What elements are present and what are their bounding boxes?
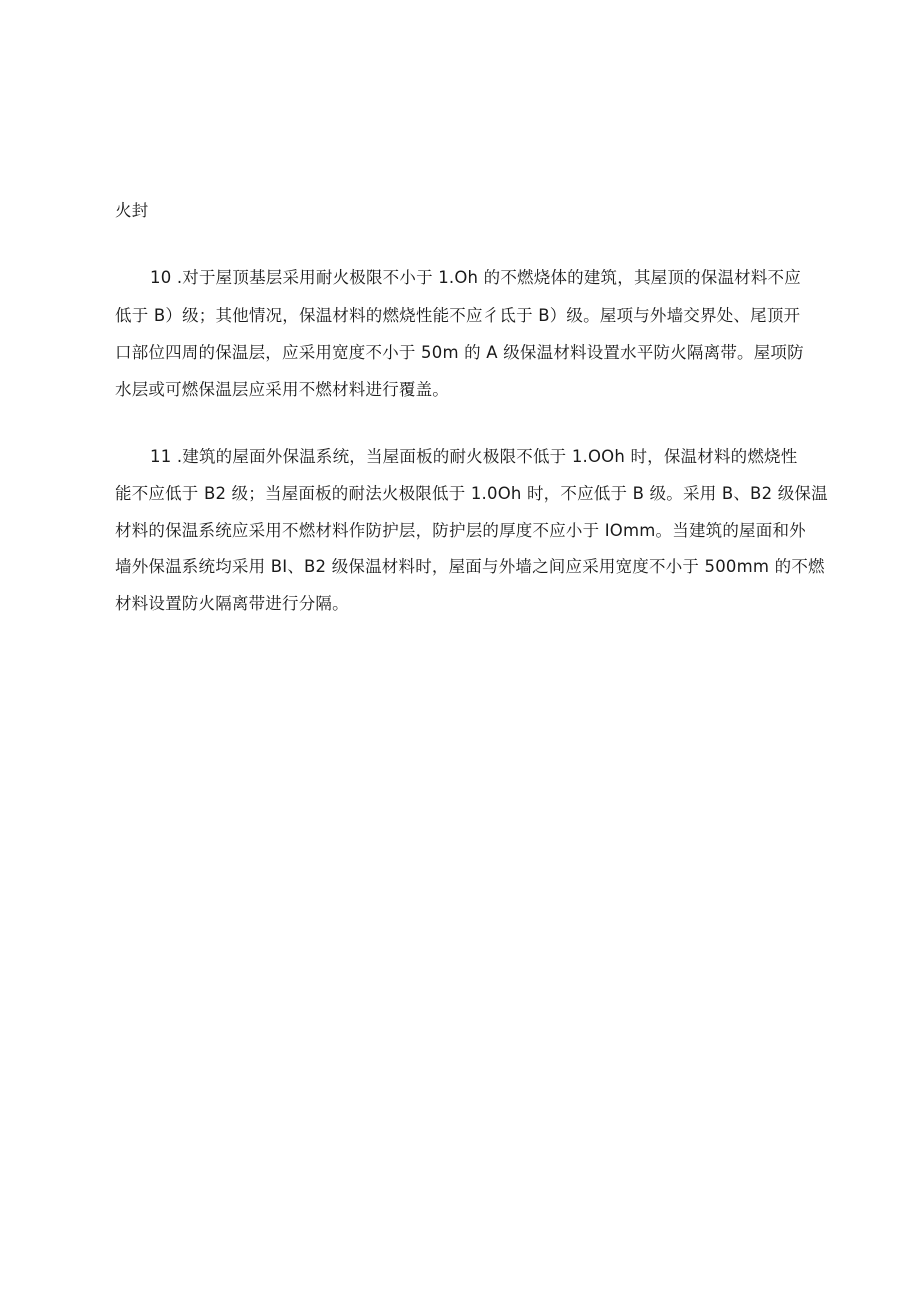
paragraph-line: 能不应低于 B2 级；当屋面板的耐法火极限低于 1.0Oh 时，不应低于 B 级。采用 B、B2 级保温 <box>115 484 828 503</box>
paragraph-line: 材料的保温系统应采用不燃材料作防护层，防护层的厚度不应小于 IOmm。当建筑的屋面和外 <box>115 521 806 540</box>
paragraph-line: 10 .对于屋顶基层采用耐火极限不小于 1.Oh 的不燃烧体的建筑，其屋顶的保温材料不应 <box>150 268 801 287</box>
paragraph-line: 低于 B）级；其他情况，保温材料的燃烧性能不应彳氐于 B）级。屋项与外墙交界处、尾顶开 <box>115 306 801 325</box>
paragraph-line: 材料设置防火隔离带进行分隔。 <box>115 594 349 613</box>
paragraph-line: 墙外保温系统均采用 BI、B2 级保温材料时，屋面与外墙之间应采用宽度不小于 500mm 的不燃 <box>115 557 825 576</box>
paragraph-line: 口部位四周的保温层，应采用宽度不小于 50m 的 A 级保温材料设置水平防火隔离带。屋项防 <box>115 343 804 362</box>
paragraph-line: 11 .建筑的屋面外保温系统，当屋面板的耐火极限不低于 1.OOh 时，保温材料的燃烧性 <box>150 447 798 466</box>
paragraph-line: 水层或可燃保温层应采用不燃材料进行覆盖。 <box>115 380 449 399</box>
fragment-text: 火封 <box>115 201 149 220</box>
